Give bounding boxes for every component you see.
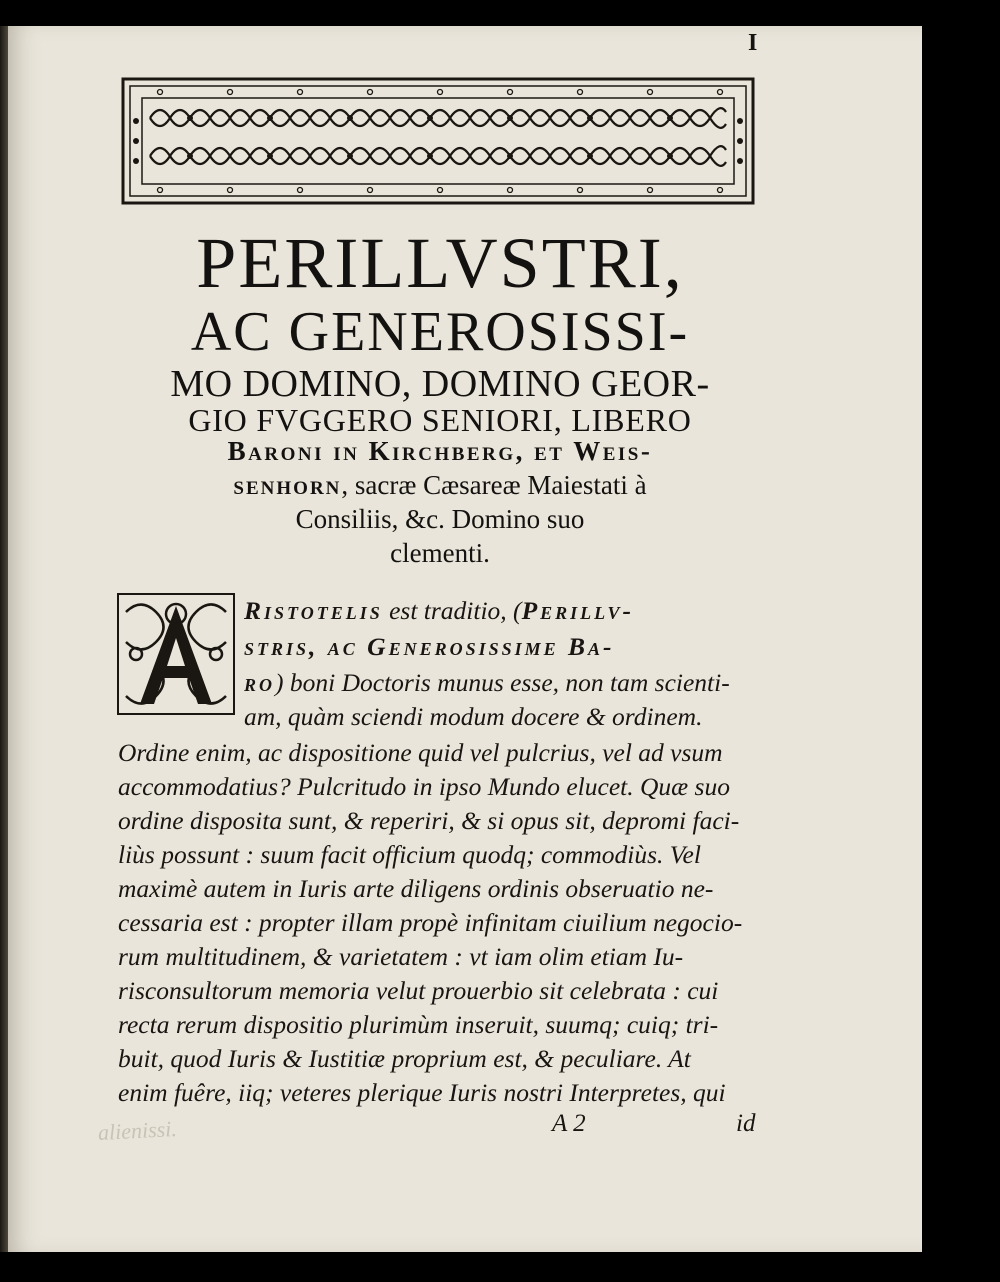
dedication-heading-line-6 <box>100 470 780 501</box>
folio-number: I <box>748 30 758 56</box>
headpiece-ornament <box>120 76 756 206</box>
dedication-heading-line-4: GIO FVGGERO SENIORI, LIBERO <box>188 402 692 438</box>
dedication-heading-line-5: Baroni in Kirchberg, et Weis- <box>227 436 653 466</box>
faint-manuscript-note: alienissi. <box>97 1115 178 1146</box>
dedication-heading-line-7: Consiliis, &c. Domino suo <box>295 504 585 534</box>
body-line-3 <box>244 668 730 698</box>
body-line-4: am, quàm sciendi modum docere & ordinem. <box>244 702 703 731</box>
dedication-heading-line-2: AC GENEROSISSI- <box>190 301 690 363</box>
body-line-9: maximè autem in Iuris arte diligens ordinis obseruatio ne- <box>118 874 714 903</box>
decorated-initial-a <box>116 592 236 716</box>
body-line-14: buit, quod Iuris & Iustitiæ proprium est, & peculiare. At <box>118 1044 691 1073</box>
body-line-13: recta rerum dispositio plurimùm inseruit, suumq; cuiq; tri- <box>118 1010 719 1039</box>
body-line-8: liùs possunt : suum facit officium quodq; commodiùs. Vel <box>118 840 701 869</box>
body-line-12: risconsultorum memoria velut prouerbio sit celebrata : cui <box>118 976 719 1005</box>
opening-word: Ristotelis <box>244 596 383 625</box>
dedication-heading-line-3: MO DOMINO, DOMINO GEOR- <box>170 363 710 405</box>
vocative-smallcaps: ro <box>244 668 276 697</box>
catchword: id <box>736 1110 756 1137</box>
body-line-2 <box>244 632 615 662</box>
body-line-5: Ordine enim, ac dispositione quid vel pulcrius, vel ad vsum <box>118 738 723 767</box>
body-line-11: rum multitudinem, & varietatem : vt iam olim etiam Iu- <box>118 942 684 971</box>
heading-text: , sacræ Cæsareæ Maiestati à <box>341 470 647 500</box>
body-line-6: accommodatius? Pulcritudo in ipso Mundo elucet. Quæ suo <box>118 772 730 801</box>
body-line-10: cessaria est : propter illam propè infinitam ciuilium negocio- <box>118 908 743 937</box>
dedication-heading-line-8: clementi. <box>390 538 490 568</box>
vocative-smallcaps: Perillv- <box>521 596 634 625</box>
body-line-1 <box>244 596 634 626</box>
heading-smallcaps: senhorn <box>233 470 342 500</box>
dedication-heading-line-1: PERILLVSTRI, <box>196 223 684 303</box>
body-line-7: ordine disposita sunt, & reperiri, & si opus sit, depromi faci- <box>118 806 740 835</box>
body-line-15: enim fuêre, iiq; veteres plerique Iuris nostri Interpretes, qui <box>118 1078 726 1107</box>
vocative-smallcaps: stris, ac Generosissime Ba- <box>244 632 615 661</box>
body-text: est traditio, ( <box>382 596 522 625</box>
signature-mark: A 2 <box>552 1110 586 1137</box>
body-text: ) boni Doctoris munus esse, non tam scienti- <box>275 668 730 697</box>
